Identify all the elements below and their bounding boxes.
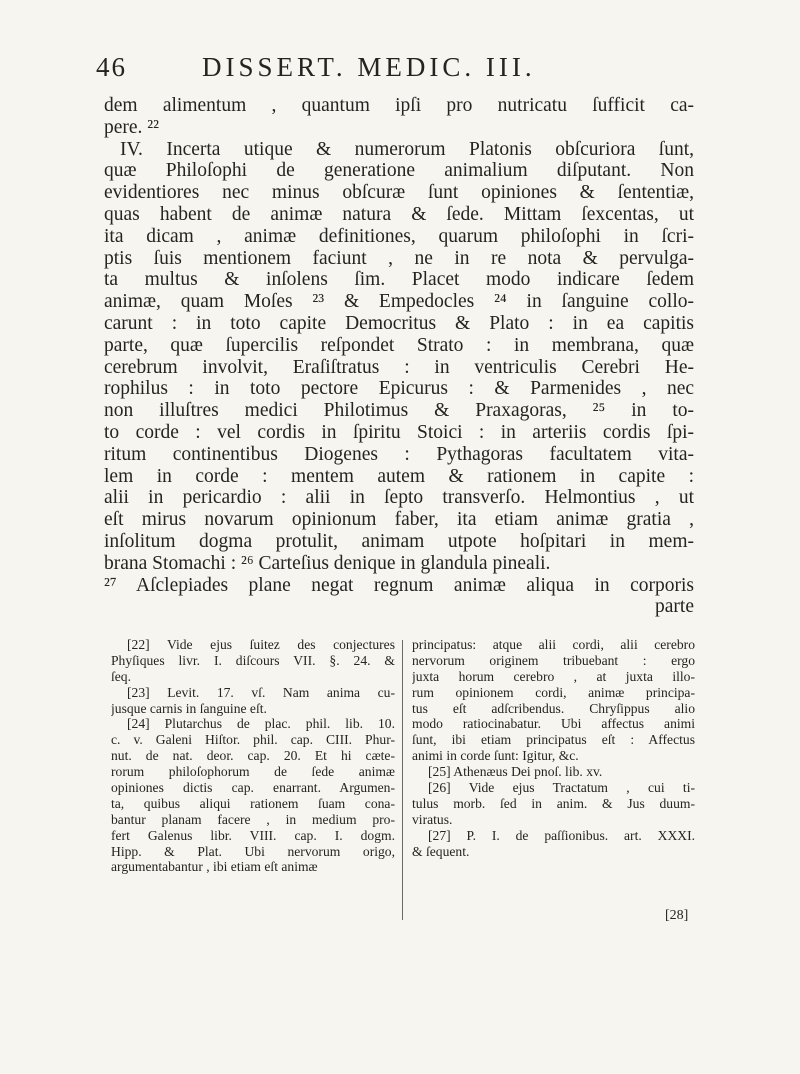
footnote-line: tus eſt adſcribendus. Chryſippus alio xyxy=(412,700,695,716)
text-line: parte xyxy=(655,596,694,618)
footnote-line: [24] Plutarchus de plac. phil. lib. 10. xyxy=(127,716,395,732)
text-line: alii in pericardio : alii in ſepto transverſo. Helmontius , ut xyxy=(104,487,694,509)
text-line: ²⁷ Aſclepiades plane negat regnum animæ aliqua in corporis xyxy=(104,574,694,596)
footnote-line: tulus morb. ſed in anim. & Jus duum- xyxy=(412,795,695,811)
text-line: to corde : vel cordis in ſpiritu Stoici : in arteriis cordis ſpi- xyxy=(104,421,694,443)
text-line: ptis ſuis mentionem faciunt , ne in re nota & pervulga- xyxy=(104,247,694,269)
footnote-line: [26] Vide ejus Tractatum , cui ti- xyxy=(428,780,695,796)
text-line: dem alimentum , quantum ipſi pro nutricatu ſufficit ca- xyxy=(104,95,694,116)
footnote-line: juxta horum cerebro , at juxta illo- xyxy=(412,668,695,684)
text-line: quas habent de animæ natura & ſede. Mittam ſexcentas, ut xyxy=(104,203,694,225)
footnote-line: rum opinionem cordi, animæ principa- xyxy=(412,684,695,700)
footnote-line: nut. de nat. deor. cap. 20. Et hi cæte- xyxy=(111,748,395,764)
text-line: inſolitum dogma protulit, animam utpote hoſpitari in mem- xyxy=(104,530,694,552)
footnote-line: [22] Vide ejus ſuitez des conjectures xyxy=(127,637,395,652)
text-line: ritum continentibus Diogenes : Pythagoras facultatem vita- xyxy=(104,443,694,465)
text-line: lem in corde : mentem autem & rationem in capite : xyxy=(104,465,694,487)
text-line: brana Stomachi : ²⁶ Carteſius denique in glandula pineali. xyxy=(104,552,551,574)
text-line: ita dicam , animæ definitiones, quarum philoſophi in ſcri- xyxy=(104,225,694,247)
footnote-line: & ſequent. xyxy=(412,843,470,859)
main-text xyxy=(104,95,694,618)
column-divider xyxy=(402,640,403,920)
page-header xyxy=(96,52,696,92)
footnote-line: bantur planam facere , in medium pro- xyxy=(111,811,395,827)
footnote-line: viratus. xyxy=(412,811,453,827)
text-line: pere. ²² xyxy=(104,116,159,138)
text-line: parte, quæ ſupercilis reſpondet Strato : in membrana, quæ xyxy=(104,334,694,356)
text-line: cerebrum involvit, Eraſiſtratus : in ventriculis Cerebri He- xyxy=(104,356,694,378)
footnote-line: modo ratiocinabatur. Ubi affectus animi xyxy=(412,716,695,732)
text-line: eſt mirus novarum opinionum faber, ita etiam animæ gratia , xyxy=(104,509,694,531)
footnote-line: fert Galenus libr. VIII. cap. I. dogm. xyxy=(111,827,395,843)
footnote-line: [25] Athenæus Dei pnoſ. lib. xv. xyxy=(428,764,603,780)
text-line: evidentiores nec minus obſcuræ ſunt opiniones & ſententiæ, xyxy=(104,182,694,204)
text-line: carunt : in toto capite Democritus & Plato : in ea capitis xyxy=(104,312,694,334)
footnote-line: opiniones dictis cap. enarrant. Argumen- xyxy=(111,780,395,796)
page-number: 46 xyxy=(96,52,127,82)
footnote-line: argumentabantur , ibi etiam eſt animæ xyxy=(111,859,318,875)
footnote-line: ta, quibus aliqui rationem ſuam cona- xyxy=(111,795,395,811)
footnote-line: principatus: atque alii cordi, alii cerebro xyxy=(412,637,695,652)
text-line: animæ, quam Moſes ²³ & Empedocles ²⁴ in ſanguine collo- xyxy=(104,291,694,313)
footnote-line: [27] P. I. de paſſionibus. art. XXXI. xyxy=(428,827,695,843)
footnote-line: Hipp. & Plat. Ubi nervorum origo, xyxy=(111,843,395,859)
footnote-line: jusque carnis in ſanguine eſt. xyxy=(111,700,267,716)
text-line: quæ Philoſophi de generatione animalium diſputant. Non xyxy=(104,160,694,182)
text-line: non illuſtres medici Philotimus & Praxagoras, ²⁵ in to- xyxy=(104,400,694,422)
footnote-line: animi in corde ſunt: Igitur, &c. xyxy=(412,748,579,764)
text-line: rophilus : in toto pectore Epicurus : & Parmenides , nec xyxy=(104,378,694,400)
footnote-line: c. v. Galeni Hiſtor. phil. cap. CIII. Phur- xyxy=(111,732,395,748)
footnote-line: ſunt, ibi etiam principatus eſt : Affectus xyxy=(412,732,695,748)
running-head: DISSERT. MEDIC. III. xyxy=(202,52,536,82)
footnote-line: [23] Levit. 17. vſ. Nam anima cu- xyxy=(127,684,395,700)
footnote-line: rorum philoſophorum de ſede animæ xyxy=(111,764,395,780)
footnote-line: nervorum originem tribuebant : ergo xyxy=(412,652,695,668)
footnotes-left-column xyxy=(111,637,395,875)
catchword: [28] xyxy=(665,908,689,923)
footnotes-right-column xyxy=(412,637,695,859)
text-line: IV. Incerta utique & numerorum Platonis obſcuriora ſunt, xyxy=(120,138,694,160)
footnote-line: ſeq. xyxy=(111,668,132,684)
text-line: ta multus & inſolens ſim. Placet modo indicare ſedem xyxy=(104,269,694,291)
footnote-line: Phyſiques livr. I. diſcours VII. §. 24. & xyxy=(111,652,395,668)
